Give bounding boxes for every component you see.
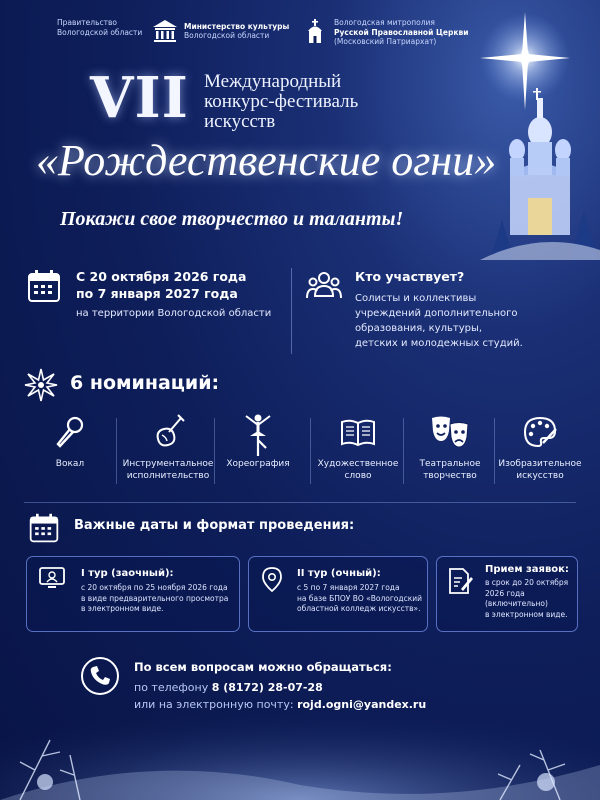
applications-line-1: в срок до 20 октября: [485, 578, 569, 587]
festival-subtitle: [204, 72, 358, 132]
nomination-label-1: Художественное: [317, 459, 399, 469]
ballerina-icon: [240, 412, 276, 458]
location-icon: [261, 567, 283, 593]
ministry-line-1: Министерство культуры: [184, 21, 290, 31]
document-edit-icon: [447, 567, 473, 595]
nomination-separator: [116, 418, 117, 484]
nomination-label: Вокал: [55, 459, 85, 469]
period-end: по 7 января 2027 года: [76, 286, 238, 301]
gov-line-2: Вологодской области: [57, 27, 143, 37]
header-ministry: [152, 18, 289, 44]
phone-icon: [80, 656, 120, 696]
participants-line-2: учреждений дополнительного: [355, 308, 518, 319]
contacts-heading: По всем вопросам можно обращаться:: [134, 660, 392, 674]
nomination-artistic-word: [310, 412, 406, 482]
stage-2-title: II тур (очный):: [297, 568, 381, 579]
participants-line-1: Солисты и коллективы: [355, 293, 477, 304]
subtitle-line-2: конкурс-фестиваль: [204, 91, 359, 112]
nomination-label-1: Театральное: [419, 459, 481, 469]
calendar-icon: [26, 268, 62, 304]
nominations-heading: 6 номинаций:: [70, 372, 220, 394]
nomination-label-2: творчество: [423, 471, 477, 481]
nomination-label-2: исполнительство: [126, 471, 210, 481]
header-metropolis: [302, 18, 468, 47]
stage-1-line-3: в электронном виде.: [81, 604, 164, 613]
period-place: на территории Вологодской области: [76, 308, 272, 319]
participants-icon: [306, 268, 342, 304]
applications-line-2: 2026 года: [485, 588, 525, 598]
participants-block: [355, 268, 523, 351]
stage-2-line-1: с 5 по 7 января 2027 года: [297, 583, 400, 592]
dates-heading: Важные даты и формат проведения:: [74, 518, 355, 533]
contact-phone-line: [134, 681, 323, 694]
applications-title: Прием заявок:: [485, 564, 569, 575]
ministry-building-icon: [152, 18, 178, 44]
stage-2-line-3: областной колледж искусств».: [297, 604, 421, 613]
nomination-choreography: [210, 412, 306, 470]
tagline: Покажи свое творчество и таланты!: [60, 208, 404, 230]
email-prefix: или на электронную почту:: [134, 698, 294, 711]
applications-line-3: (включительно): [485, 599, 548, 608]
nomination-visual-art: [492, 412, 588, 482]
subtitle-line-1: Международный: [204, 71, 342, 92]
gov-line-1: Правительство: [57, 18, 117, 27]
theatre-masks-icon: [430, 415, 470, 449]
calendar-icon: [28, 512, 60, 544]
monitor-icon: [39, 567, 65, 591]
applications-line-4: в электронном виде.: [485, 609, 568, 619]
stage-1-line-1: с 20 октября по 25 ноября 2026 года: [81, 583, 228, 592]
church-illustration: [480, 80, 600, 260]
stage-2-card: [248, 556, 428, 632]
nomination-label-2: слово: [344, 471, 372, 481]
period-block: [76, 268, 271, 321]
metropolis-line-1: Вологодская митрополия: [334, 18, 435, 27]
nomination-instrumental: [120, 412, 216, 482]
violin-icon: [150, 413, 186, 451]
section-divider: [24, 502, 576, 503]
subtitle-line-3: искусств: [204, 111, 276, 132]
stage-2-line-2: на базе БПОУ ВО «Вологодский: [297, 593, 422, 603]
nomination-label-1: Изобразительное: [498, 459, 582, 469]
church-emblem-icon: [302, 19, 328, 45]
nominations-star-icon: [24, 368, 58, 402]
metropolis-line-2: Русской Православной Церкви: [334, 27, 469, 37]
applications-card: [436, 556, 578, 632]
participants-title: Кто участвует?: [355, 269, 465, 284]
phone-prefix: по телефону: [134, 681, 209, 694]
header-government: [57, 18, 142, 37]
contact-email-line: [134, 698, 426, 711]
microphone-icon: [52, 414, 88, 450]
metropolis-line-3: (Московский Патриархат): [334, 37, 437, 46]
ministry-line-2: Вологодской области: [184, 31, 270, 40]
nomination-label-2: искусство: [516, 471, 564, 481]
phone-number[interactable]: 8 (8172) 28-07-28: [211, 681, 323, 694]
period-start: С 20 октября 2026 года: [76, 269, 247, 284]
stage-1-line-2: в виде предварительного просмотра: [81, 593, 229, 603]
palette-icon: [522, 415, 558, 449]
nomination-theatre: [402, 412, 498, 482]
email-address[interactable]: rojd.ogni@yandex.ru: [297, 698, 427, 711]
edition-number: VII: [90, 65, 189, 131]
nomination-label: Хореография: [226, 459, 290, 469]
participants-line-4: детских и молодежных студий.: [355, 338, 523, 349]
nomination-label-1: Инструментальное: [122, 459, 214, 469]
festival-title: «Рождественские огни»: [36, 136, 497, 185]
info-divider: [291, 268, 292, 354]
book-icon: [340, 416, 376, 448]
stage-1-title: I тур (заочный):: [81, 568, 174, 579]
participants-line-3: образования, культуры,: [355, 323, 483, 334]
stage-1-card: [26, 556, 240, 632]
nomination-vocal: [22, 412, 118, 470]
